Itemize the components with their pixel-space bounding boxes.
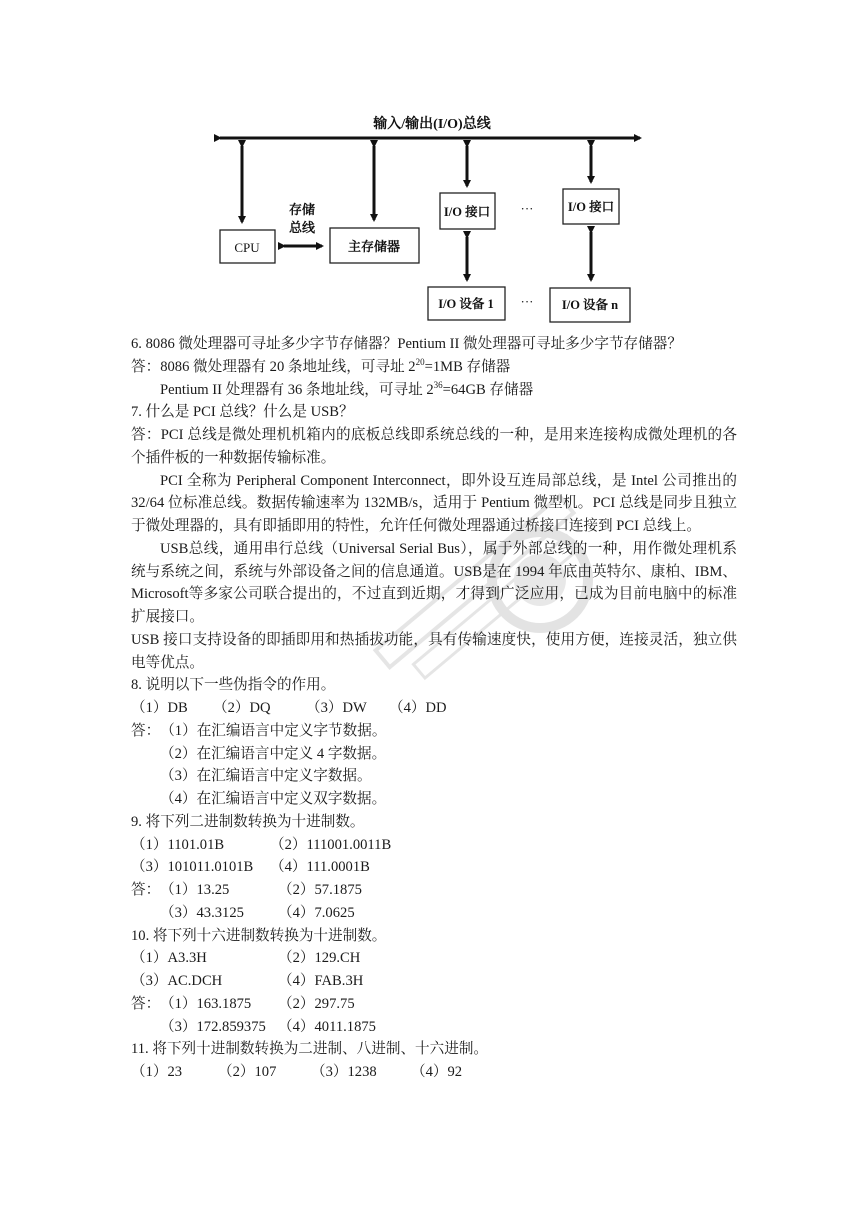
question-11-items bbox=[131, 1061, 737, 1084]
answer-6-line-1-exponent: 20 bbox=[415, 356, 425, 367]
answer-9-prefix: 答： bbox=[131, 882, 161, 898]
memory-bus-label-2: 总线 bbox=[288, 220, 316, 235]
question-6: 6. 8086 微处理器可寻址多少字节存储器？Pentium II 微处理器可寻址多少字节存储器？ bbox=[131, 336, 682, 352]
answer-8-item: （2）在汇编语言中定义 4 字数据。 bbox=[160, 745, 387, 762]
question-9: 9. 将下列二进制数转换为十进制数。 bbox=[131, 813, 365, 830]
question-9-items-row-2 bbox=[131, 856, 737, 879]
io-interface-n-label: I/O 接口 bbox=[567, 200, 615, 214]
device-ellipsis: ··· bbox=[520, 294, 534, 309]
question-8: 8. 说明以下一些伪指令的作用。 bbox=[131, 677, 336, 694]
answer-6-line-1-result: =1MB 存储器 bbox=[424, 358, 511, 375]
answer-9-item: （1）13.25 bbox=[160, 882, 230, 898]
answer-8-item: （4）在汇编语言中定义双字数据。 bbox=[160, 791, 387, 807]
question-11: 11. 将下列十进制数转换为二进制、八进制、十六进制。 bbox=[131, 1041, 489, 1058]
answer-7-paragraph-4: USB 接口支持设备的即插即用和热插拔功能，具有传输速度快，使用方便，连接灵活，独立供电等优点。 bbox=[131, 631, 737, 671]
io-device-1-label: I/O 设备 1 bbox=[438, 297, 494, 311]
memory-bus-label-1: 存储 bbox=[288, 202, 316, 217]
answer-10-item: （3）172.859375 bbox=[160, 1018, 266, 1035]
answer-7-paragraph-2: PCI 全称为 Peripheral Component Interconnect，即外设互连局部总线，是 Intel 公司推出的 32/64 位标准总线。数据传输速率为 132MB/s，适用于 Pentium 微型机。PCI 总线是同步且独立于微处理器的，具有即插即用的特性，允许任何微处理器通过桥接口连接到 PCI 总线上。 bbox=[131, 472, 737, 534]
answer-9-item: （2）57.1875 bbox=[278, 882, 362, 898]
io-bus-label: 输入/输出(I/O)总线 bbox=[373, 117, 491, 132]
answer-6-line-2-text: Pentium II 处理器有 36 条地址线，可寻址 2 bbox=[160, 381, 434, 398]
bus-architecture-diagram bbox=[0, 0, 866, 340]
main-memory-label: 主存储器 bbox=[347, 239, 401, 254]
question-8-item: （1）DB bbox=[131, 700, 188, 716]
question-9-item: （4）111.0001B bbox=[270, 859, 370, 876]
answer-9-item: （3）43.3125 bbox=[160, 904, 244, 921]
question-9-item: （3）101011.0101B bbox=[131, 859, 254, 876]
answer-9-item: （4）7.0625 bbox=[278, 904, 355, 921]
answer-8-item: （1）在汇编语言中定义字节数据。 bbox=[160, 722, 387, 739]
io-device-n-label: I/O 设备 n bbox=[561, 298, 619, 312]
answer-6-line-1 bbox=[131, 356, 737, 379]
answer-6-line-2-result: =64GB 存储器 bbox=[442, 381, 534, 398]
answer-10-item: （2）297.75 bbox=[278, 995, 355, 1012]
question-10-item: （1）A3.3H bbox=[131, 950, 207, 967]
answer-8-prefix: 答： bbox=[131, 722, 161, 739]
answer-10-prefix: 答： bbox=[131, 995, 161, 1012]
question-9-items-row-1 bbox=[131, 834, 737, 857]
answer-10-item: （4）4011.1875 bbox=[278, 1018, 376, 1035]
answer-10-row-1 bbox=[131, 993, 737, 1016]
question-8-item: （4）DD bbox=[389, 700, 447, 716]
question-8-item: （3）DW bbox=[306, 700, 367, 716]
question-10-item: （3）AC.DCH bbox=[131, 973, 223, 989]
answer-7-paragraph-1: 答：PCI 总线是微处理机机箱内的底板总线即系统总线的一种，是用来连接构成微处理机的各个插件板的一种数据传输标准。 bbox=[131, 427, 737, 466]
answer-8-item: （3）在汇编语言中定义字数据。 bbox=[160, 768, 372, 785]
answer-9-row-1 bbox=[131, 879, 737, 902]
question-8-items bbox=[131, 697, 737, 720]
question-11-item: （4）92 bbox=[411, 1064, 463, 1080]
answer-6-line-2-exponent: 36 bbox=[433, 379, 443, 390]
answer-7-paragraph-3: USB总线，通用串行总线（Universal Serial Bus），属于外部总线的一种，用作微处理机系统与系统之间，系统与外部设备之间的信息通道。USB是在 1994 年底由英特尔、康柏、IBM、Microsoft等多家公司联合提出的，不过直到近期，才得到广泛应用，已成为目前电脑中的标准扩展接口。 bbox=[131, 540, 737, 625]
answer-6-line-2 bbox=[131, 379, 737, 402]
interface-ellipsis: ··· bbox=[520, 201, 534, 216]
question-11-item: （2）107 bbox=[218, 1064, 277, 1080]
question-11-item: （3）1238 bbox=[311, 1064, 377, 1080]
answer-10-row-2 bbox=[131, 1016, 737, 1039]
question-10: 10. 将下列十六进制数转换为十进制数。 bbox=[131, 927, 387, 944]
io-interface-1-label: I/O 接口 bbox=[443, 205, 491, 219]
question-8-item: （2）DQ bbox=[213, 700, 271, 716]
question-10-item: （2）129.CH bbox=[278, 950, 361, 967]
document-body bbox=[131, 333, 737, 1084]
answer-6-line-1-text: 答：8086 微处理器有 20 条地址线，可寻址 2 bbox=[131, 358, 416, 375]
question-9-item: （1）1101.01B bbox=[131, 836, 225, 853]
answer-8-row bbox=[131, 720, 737, 743]
question-10-item: （4）FAB.3H bbox=[278, 973, 364, 989]
question-11-item: （1）23 bbox=[131, 1064, 183, 1080]
question-9-item: （2）111001.0011B bbox=[270, 836, 392, 853]
question-10-items-row-2 bbox=[131, 970, 737, 993]
question-7: 7. 什么是 PCI 总线？什么是 USB？ bbox=[131, 404, 354, 421]
cpu-label: CPU bbox=[234, 240, 260, 255]
question-10-items-row-1 bbox=[131, 947, 737, 970]
answer-10-item: （1）163.1875 bbox=[160, 995, 252, 1012]
answer-9-row-2 bbox=[131, 902, 737, 925]
